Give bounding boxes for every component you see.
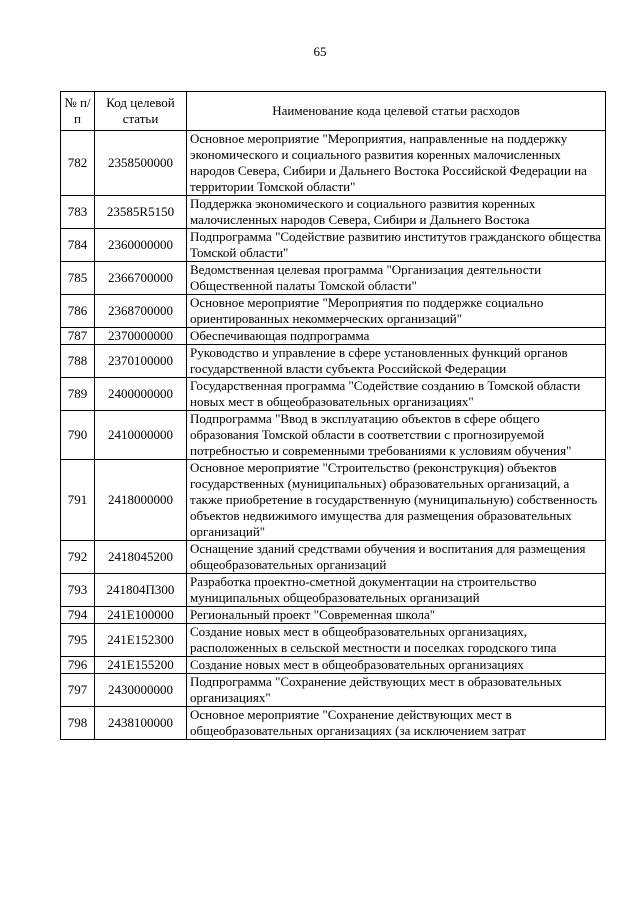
row-code: 2366700000 [95, 262, 187, 295]
row-name: Подпрограмма "Ввод в эксплуатацию объектов в сфере общего образования Томской области в соответствии с прогнозируемой потребностью и современными требованиями к условиям обучения" [187, 411, 606, 460]
row-name: Руководство и управление в сфере установленных функций органов государственной власти субъекта Российской Федерации [187, 345, 606, 378]
table-row [61, 674, 606, 707]
row-number: 786 [61, 295, 95, 328]
table-row [61, 707, 606, 740]
table-row [61, 262, 606, 295]
row-code: 2418045200 [95, 541, 187, 574]
table-row [61, 657, 606, 674]
row-number: 797 [61, 674, 95, 707]
row-code: 2410000000 [95, 411, 187, 460]
row-code: 2418000000 [95, 460, 187, 541]
table-row [61, 328, 606, 345]
table-row [61, 574, 606, 607]
table-header-row [61, 92, 606, 131]
row-number: 789 [61, 378, 95, 411]
table-row [61, 131, 606, 196]
row-code: 241804П300 [95, 574, 187, 607]
header-name: Наименование кода целевой статьи расходов [187, 92, 606, 131]
row-number: 796 [61, 657, 95, 674]
row-number: 784 [61, 229, 95, 262]
row-name: Создание новых мест в общеобразовательных организациях, расположенных в сельской местности и поселках городского типа [187, 624, 606, 657]
row-code: 2360000000 [95, 229, 187, 262]
table-row [61, 345, 606, 378]
row-code: 2370100000 [95, 345, 187, 378]
row-name: Основное мероприятие "Мероприятия, направленные на поддержку экономического и социального развития коренных малочисленных народов Севера, Сибири и Дальнего Востока Российской Федерации на территории Томской области" [187, 131, 606, 196]
table-row [61, 378, 606, 411]
row-number: 790 [61, 411, 95, 460]
header-num: № п/п [61, 92, 95, 131]
row-name: Основное мероприятие "Сохранение действующих мест в общеобразовательных организациях (за исключением затрат [187, 707, 606, 740]
row-name: Поддержка экономического и социального развития коренных малочисленных народов Севера, Сибири и Дальнего Востока [187, 196, 606, 229]
row-name: Подпрограмма "Содействие развитию институтов гражданского общества Томской области" [187, 229, 606, 262]
row-code: 2368700000 [95, 295, 187, 328]
row-code: 2370000000 [95, 328, 187, 345]
row-code: 23585R5150 [95, 196, 187, 229]
row-name: Основное мероприятие "Мероприятия по поддержке социально ориентированных некоммерческих организаций" [187, 295, 606, 328]
row-code: 241E152300 [95, 624, 187, 657]
row-code: 2438100000 [95, 707, 187, 740]
row-name: Региональный проект "Современная школа" [187, 607, 606, 624]
row-code: 241E100000 [95, 607, 187, 624]
row-number: 782 [61, 131, 95, 196]
table-row [61, 460, 606, 541]
table-row [61, 411, 606, 460]
row-number: 787 [61, 328, 95, 345]
row-name: Подпрограмма "Сохранение действующих мест в образовательных организациях" [187, 674, 606, 707]
table-row [61, 229, 606, 262]
row-name: Ведомственная целевая программа "Организация деятельности Общественной палаты Томской области" [187, 262, 606, 295]
row-code: 2400000000 [95, 378, 187, 411]
row-name: Оснащение зданий средствами обучения и воспитания для размещения общеобразовательных организаций [187, 541, 606, 574]
row-number: 792 [61, 541, 95, 574]
row-code: 2430000000 [95, 674, 187, 707]
table-row [61, 607, 606, 624]
row-code: 2358500000 [95, 131, 187, 196]
row-number: 798 [61, 707, 95, 740]
row-number: 783 [61, 196, 95, 229]
row-number: 788 [61, 345, 95, 378]
target-articles-table [60, 91, 606, 740]
table-row [61, 624, 606, 657]
row-number: 795 [61, 624, 95, 657]
page-number: 65 [313, 44, 327, 59]
row-name: Создание новых мест в общеобразовательных организациях [187, 657, 606, 674]
row-number: 785 [61, 262, 95, 295]
row-name: Основное мероприятие "Строительство (реконструкция) объектов государственных (муниципальных) образовательных организаций, а также приобретение в государственную (муниципальную) собственность объектов недвижимого имущества для размещения образовательных организаций" [187, 460, 606, 541]
row-code: 241E155200 [95, 657, 187, 674]
row-number: 794 [61, 607, 95, 624]
row-name: Государственная программа "Содействие созданию в Томской области новых мест в общеобразовательных организациях" [187, 378, 606, 411]
header-code: Код целевой статьи [95, 92, 187, 131]
row-name: Обеспечивающая подпрограмма [187, 328, 606, 345]
table-row [61, 196, 606, 229]
row-name: Разработка проектно-сметной документации на строительство муниципальных общеобразовательных организаций [187, 574, 606, 607]
row-number: 791 [61, 460, 95, 541]
table-row [61, 541, 606, 574]
table-row [61, 295, 606, 328]
row-number: 793 [61, 574, 95, 607]
